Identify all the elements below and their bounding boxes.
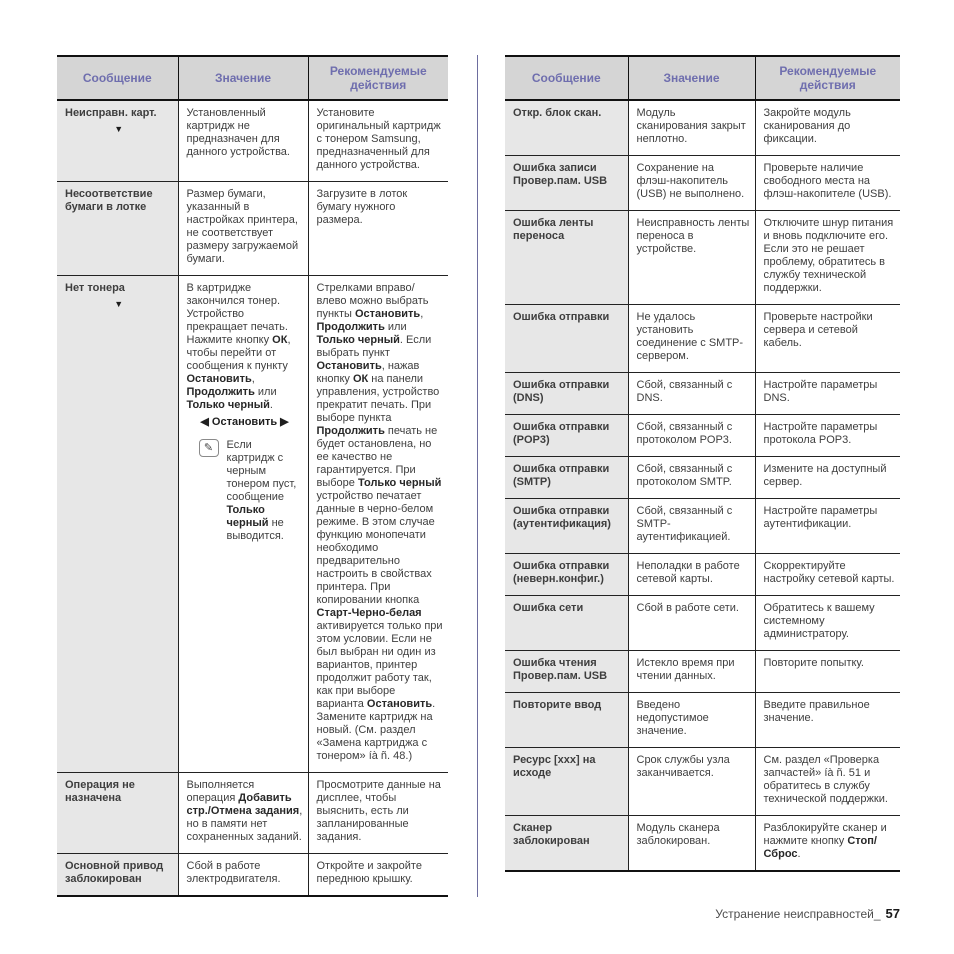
table-row [57, 276, 448, 773]
message-text: Ошибка отправки (аутентификация) [513, 505, 611, 530]
meaning-cell [178, 276, 308, 773]
meaning-text: Истекло время при чтении данных. [636, 657, 735, 682]
actions-text: Проверьте настройки сервера и сетевой кабель. [763, 311, 873, 349]
message-cell [505, 748, 628, 816]
table-row [505, 596, 900, 651]
actions-text: Скорректируйте настройку сетевой карты. [763, 560, 895, 585]
actions-text: Стрелками вправо/влево можно выбрать пункты Остановить, Продолжить или Только черный. Если выбрать пункт Остановить, нажав кнопку ОК на панели управления, устройство прекратит печать. При выборе пункта Продолжить печать не будет остановлена, но ее качество не гарантируется. При выборе Только черный устройство печатает данные в черно-белом режиме. В этом случае функцию монопечати необходимо предварительно настроить в свойствах принтера. При копировании кнопка Старт-Черно-белая активируется только при этом условии. Если не был выбран ни один из вариантов, принтер продолжит работу так, как при выборе варианта Остановить. Замените картридж на новый. (См. раздел «Замена картриджа с тонером» íà ñ. 48.) [316, 282, 443, 762]
meaning-cell [628, 596, 755, 651]
note-text: Если картридж с черным тонером пуст, сообщение Только черный не выводится. [226, 439, 297, 542]
table-row [505, 100, 900, 156]
meaning-text: Введено недопустимое значение. [636, 699, 709, 737]
actions-text: Загрузите в лоток бумагу нужного размера. [316, 188, 408, 226]
table-row [505, 415, 900, 457]
column-header-actions: Рекомендуемые действия [308, 56, 448, 100]
actions-cell [308, 182, 448, 276]
message-text: Ошибка отправки (SMTP) [513, 463, 610, 488]
meaning-cell [628, 100, 755, 156]
message-cell [505, 100, 628, 156]
meaning-cell [178, 773, 308, 854]
message-cell [505, 457, 628, 499]
footer-section-title: Устранение неисправностей_ [715, 907, 881, 921]
message-text: Повторите ввод [513, 699, 602, 711]
down-arrow-icon: ▼ [114, 124, 124, 134]
table-row [505, 457, 900, 499]
column-header-message: Сообщение [505, 56, 628, 100]
message-cell [57, 100, 178, 182]
header-row [57, 56, 448, 100]
meaning-cell [178, 182, 308, 276]
message-cell [505, 373, 628, 415]
message-cell [505, 651, 628, 693]
table-row [505, 305, 900, 373]
table-row [505, 211, 900, 305]
note-block [199, 439, 303, 543]
message-text: Ошибка отправки (POP3) [513, 421, 610, 446]
meaning-text: В картридже закончился тонер. Устройство прекращает печать. Нажмите кнопку ОК, чтобы перейти от сообщения к пункту Остановить, Продолжить или Только черный. [186, 282, 291, 411]
meaning-cell [628, 651, 755, 693]
message-cell [505, 693, 628, 748]
actions-cell [308, 276, 448, 773]
table-row [505, 373, 900, 415]
stop-selector: ◀ Остановить ▶ [200, 416, 289, 428]
actions-cell [755, 596, 900, 651]
actions-cell [755, 211, 900, 305]
meaning-cell [628, 816, 755, 872]
right-column [505, 55, 900, 872]
meaning-text: Сбой, связанный с DNS. [636, 379, 733, 404]
actions-cell [308, 773, 448, 854]
message-cell [505, 156, 628, 211]
table-row [57, 854, 448, 897]
meaning-text: Сбой в работе сети. [636, 602, 739, 614]
actions-cell [755, 156, 900, 211]
table-row [505, 816, 900, 872]
meaning-text: Установленный картридж не предназначен для данного устройства. [186, 107, 290, 158]
message-text: Основной привод заблокирован [65, 860, 164, 885]
message-text: Нет тонера [65, 282, 125, 294]
column-header-actions: Рекомендуемые действия [755, 56, 900, 100]
message-text: Ресурс [xxx] на исходе [513, 754, 596, 779]
actions-text: Разблокируйте сканер и нажмите кнопку Стоп/Сброс. [763, 822, 887, 860]
meaning-cell [628, 211, 755, 305]
actions-text: Установите оригинальный картридж с тонером Samsung, предназначенный для данного устройства. [316, 107, 441, 171]
note-icon: ✎ [199, 439, 219, 457]
meaning-cell [178, 854, 308, 897]
table-row [57, 100, 448, 182]
actions-cell [755, 373, 900, 415]
left-column [57, 55, 448, 897]
header-row [505, 56, 900, 100]
actions-cell [755, 457, 900, 499]
message-cell [57, 854, 178, 897]
table-row [505, 554, 900, 596]
meaning-text: Неисправность ленты переноса в устройстве. [636, 217, 750, 255]
table-row [57, 773, 448, 854]
column-header-meaning: Значение [628, 56, 755, 100]
meaning-cell [628, 554, 755, 596]
message-cell [505, 211, 628, 305]
actions-text: Введите правильное значение. [763, 699, 870, 724]
message-cell [57, 182, 178, 276]
column-divider [477, 55, 478, 897]
meaning-text: Не удалось установить соединение с SMTP-сервером. [636, 311, 744, 362]
actions-text: Откройте и закройте переднюю крышку. [316, 860, 422, 885]
message-cell [505, 415, 628, 457]
meaning-text: Модуль сканера заблокирован. [636, 822, 720, 847]
meaning-cell [628, 305, 755, 373]
meaning-cell [178, 100, 308, 182]
actions-cell [755, 100, 900, 156]
meaning-cell [628, 457, 755, 499]
table-row [505, 651, 900, 693]
table-row [505, 156, 900, 211]
column-header-meaning: Значение [178, 56, 308, 100]
actions-cell [755, 499, 900, 554]
message-cell [505, 305, 628, 373]
message-text: Ошибка ленты переноса [513, 217, 594, 242]
meaning-text: Размер бумаги, указанный в настройках принтера, не соответствует размеру загружаемой бумаги. [186, 188, 299, 265]
message-text: Ошибка отправки [513, 311, 610, 323]
down-arrow-icon: ▼ [114, 299, 124, 309]
actions-text: Закройте модуль сканирования до фиксации. [763, 107, 851, 145]
meaning-text: Сбой, связанный с протоколом POP3. [636, 421, 733, 446]
meaning-cell [628, 693, 755, 748]
table-row [57, 182, 448, 276]
actions-cell [755, 415, 900, 457]
actions-text: Настройте параметры DNS. [763, 379, 878, 404]
message-cell [505, 816, 628, 872]
actions-text: Проверьте наличие свободного места на флэш-накопителе (USB). [763, 162, 892, 200]
message-text: Ошибка отправки (DNS) [513, 379, 610, 404]
actions-text: Отключите шнур питания и вновь подключите его. Если это не решает проблему, обратитесь в службу технической поддержки. [763, 217, 894, 294]
column-header-message: Сообщение [57, 56, 178, 100]
meaning-text: Модуль сканирования закрыт неплотно. [636, 107, 746, 145]
message-text: Ошибка сети [513, 602, 584, 614]
meaning-text: Неполадки в работе сетевой карты. [636, 560, 740, 585]
actions-cell [755, 554, 900, 596]
actions-text: Настройте параметры протокола POP3. [763, 421, 878, 446]
message-text: Неисправн. карт. [65, 107, 157, 119]
message-text: Несоответствие бумаги в лотке [65, 188, 153, 213]
message-text: Откр. блок скан. [513, 107, 602, 119]
actions-cell [755, 693, 900, 748]
message-cell [57, 276, 178, 773]
footer [715, 906, 900, 921]
message-cell [505, 554, 628, 596]
actions-cell [755, 651, 900, 693]
actions-text: См. раздел «Проверка запчастей» íà ñ. 51 и обратитесь в службу технической поддержки. [763, 754, 888, 805]
meaning-cell [628, 373, 755, 415]
message-text: Ошибка чтения Провер.пам. USB [513, 657, 608, 682]
meaning-text: Сбой, связанный с SMTP-аутентификацией. [636, 505, 733, 543]
actions-cell [755, 305, 900, 373]
actions-cell [308, 100, 448, 182]
actions-text: Обратитесь к вашему системному администратору. [763, 602, 875, 640]
message-cell [505, 499, 628, 554]
error-table-left [57, 55, 448, 897]
table-row [505, 748, 900, 816]
meaning-text: Сбой в работе электродвигателя. [186, 860, 281, 885]
actions-text: Настройте параметры аутентификации. [763, 505, 878, 530]
message-text: Ошибка записи Провер.пам. USB [513, 162, 608, 187]
meaning-cell [628, 156, 755, 211]
message-text: Сканер заблокирован [513, 822, 590, 847]
meaning-cell [628, 499, 755, 554]
error-table-right [505, 55, 900, 872]
actions-text: Повторите попытку. [763, 657, 864, 669]
table-row [505, 499, 900, 554]
actions-cell [308, 854, 448, 897]
message-text: Операция не назначена [65, 779, 135, 804]
message-text: Ошибка отправки (неверн.конфиг.) [513, 560, 610, 585]
meaning-text: Сбой, связанный с протоколом SMTP. [636, 463, 733, 488]
table-row [505, 693, 900, 748]
page-number: 57 [885, 906, 900, 921]
meaning-text: Сохранение на флэш-накопитель (USB) не выполнено. [636, 162, 745, 200]
actions-cell [755, 816, 900, 872]
meaning-cell [628, 748, 755, 816]
meaning-cell [628, 415, 755, 457]
message-cell [57, 773, 178, 854]
actions-text: Просмотрите данные на дисплее, чтобы выяснить, есть ли запланированные задания. [316, 779, 441, 843]
actions-text: Измените на доступный сервер. [763, 463, 887, 488]
actions-cell [755, 748, 900, 816]
meaning-text: Срок службы узла заканчивается. [636, 754, 730, 779]
meaning-text: Выполняется операция Добавить стр./Отмена задания, но в памяти нет сохраненных заданий. [186, 779, 303, 843]
message-cell [505, 596, 628, 651]
